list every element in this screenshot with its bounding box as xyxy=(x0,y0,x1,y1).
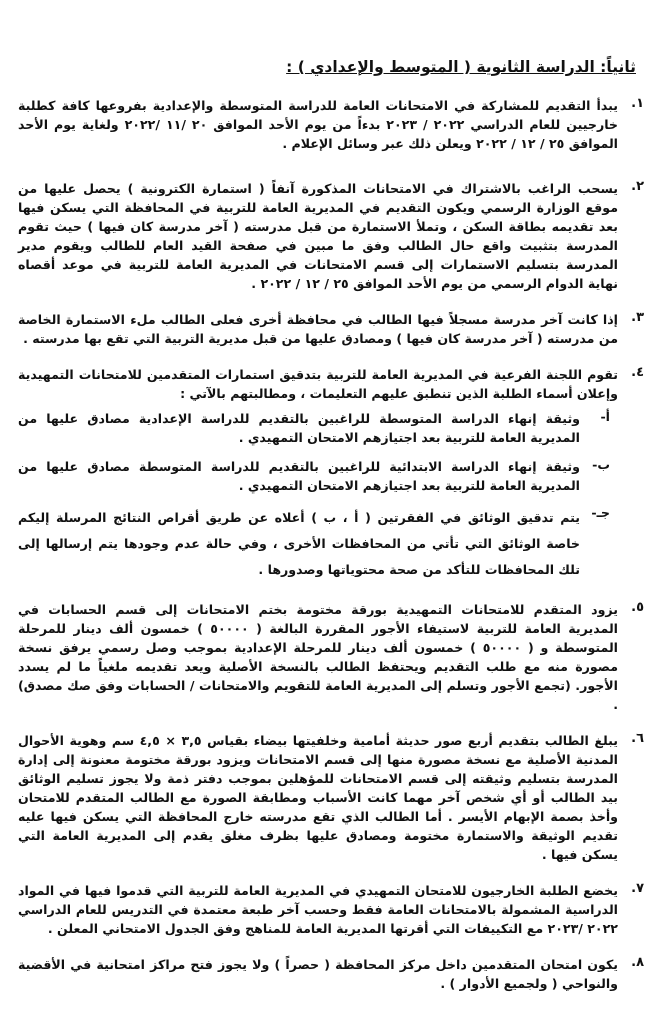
item-number: ٢. xyxy=(631,179,644,194)
list-item-3 xyxy=(18,310,644,348)
item-number: ٨. xyxy=(631,955,644,970)
list-item-1 xyxy=(18,96,644,153)
item-text: يسحب الراغب بالاشتراك في الامتحانات المذكورة آنفاً ( استمارة الكترونية ) يحصل عليها من موقع الوزارة الرسمي ويكون التقديم في المديرية العامة للتربية في المحافظة التي يسكن فيها بعد تقديمه بطاقة السكن ، وتملأ الاستمارة من قبل مدرسته ( آخر مدرسة كان فيها ) حيث تقوم المدرسة بتثبيت واقع حال الطالب وفق ما مبين في صفحة القيد العام للطالب ويقوم مدير المدرسة بتسليم الاستمارات إلى قسم الامتحانات في المديرية العامة للتربية في موعد أقصاه نهاية الدوام الرسمي من يوم الأحد الموافق ٢٥ / ١٢ / ٢٠٢٢ . xyxy=(18,181,618,291)
sub-item-text: وثيقة إنهاء الدراسة الابتدائية للراغبين بالتقديم للدراسة المتوسطة مصادق عليها من المديرية العامة للتربية بعد اجتيازهم الامتحان التمهيدي . xyxy=(18,459,580,493)
item-text: تقوم اللجنة الفرعية في المديرية العامة للتربية بتدقيق استمارات المتقدمين للامتحانات التمهيدية وإعلان أسماء الطلبة الذين تنطبق عليهم التعليمات ، ومطالبتهم بالآتي : xyxy=(18,367,618,401)
list-item-7 xyxy=(18,881,644,938)
list-item-8 xyxy=(18,955,644,993)
sub-item-letter: جـ- xyxy=(591,505,610,520)
item-number: ٤. xyxy=(631,365,644,380)
item-number: ١. xyxy=(631,96,644,111)
item-number: ٥. xyxy=(631,600,644,615)
sub-item-letter: ب- xyxy=(592,457,610,472)
sub-item-c xyxy=(18,505,618,583)
list-item-6 xyxy=(18,731,644,864)
list-item-5 xyxy=(18,600,644,714)
sub-item-letter: أ- xyxy=(600,409,610,424)
section-title: ثانياً: الدراسة الثانوية ( المتوسط والإعدادي ) : xyxy=(286,58,636,76)
sub-item-a xyxy=(18,409,618,447)
list-item-4 xyxy=(18,365,644,583)
item-number: ٦. xyxy=(631,731,644,746)
item-number: ٣. xyxy=(631,310,644,325)
item-text: إذا كانت آخر مدرسة مسجلاً فيها الطالب في محافظة أخرى فعلى الطالب ملء الاستمارة الخاصة من مدرسته ( آخر مدرسة كان فيها ) ومصادق عليها من قبل مديرية التربية التي تقع بها مدرسته . xyxy=(18,312,618,346)
sub-item-text: وثيقة إنهاء الدراسة المتوسطة للراغبين بالتقديم للدراسة الإعدادية مصادق عليها من المديرية العامة للتربية بعد اجتيازهم الامتحان التمهيدي . xyxy=(18,411,580,445)
item-text: يزود المتقدم للامتحانات التمهيدية بورقة مختومة بختم الامتحانات إلى قسم الحسابات في المديرية العامة للتربية لاستيفاء الأجور المقررة البالغة ( ٥٠٠٠٠ ) خمسون ألف دينار للمرحلة المتوسطة و ( ٥٠٠٠٠ ) خمسون ألف دينار للمرحلة الإعدادية بموجب وصل رسمي يرفق نسخة مصورة منه مع طلب التقديم ويحتفظ الطالب بالنسخة الأصلية ويعد تقديمه ملغياً ما لم يسدد الأجور. (تجمع الأجور وتسلم إلى المديرية العامة للتقويم والامتحانات / الحسابات وفق صك مصدق) . xyxy=(18,602,618,712)
item-text: يخضع الطلبة الخارجيون للامتحان التمهيدي في المديرية العامة للتربية التي قدموا فيها في المواد الدراسية المشمولة بالامتحانات العامة فقط وحسب آخر طبعة معتمدة في التدريس للعام الدراسي ٢٠٢٢ /٢٠٢٣ مع التكييفات التي أقرتها المديرية العامة للمناهج وفق الجدول الامتحاني المعلن . xyxy=(18,883,618,936)
list-item-2 xyxy=(18,179,644,293)
item-text: يبلغ الطالب بتقديم أربع صور حديثة أمامية وخلفيتها بيضاء بقياس ٣,٥ × ٤,٥ سم وهوية الأحوال المدنية الأصلية مع نسخة مصورة منها إلى قسم الامتحانات ويزود بورقة مختومة معنونة إلى إدارة المدرسة بتسليم وثيقته إلى قسم الامتحانات للمؤهلين بموجب دفتر ذمة ولا يجوز تسليم الوثائق بيد الطالب أو أي شخص آخر مهما كانت الأسباب ومطابقة الصورة مع الطالب المتقدم للامتحان وأخذ بصمة الإبهام الأيسر . أما الطالب الذي تقع مدرسته خارج المحافظة التي يسكن فيها عليه تقديم الوثيقة والاستمارة مختومة ومصادق عليها بظرف مغلق يقدم إلى المديرية العامة التي يسكن فيها . xyxy=(18,733,618,862)
sub-item-text: يتم تدقيق الوثائق في الفقرتين ( أ ، ب ) أعلاه عن طريق أقراص النتائج المرسلة إليكم خاصة الوثائق التي تأتي من المحافظات الأخرى ، وفي حالة عدم وجودها يتم إرسالها إلى تلك المحافظات للتأكد من صحة محتوياتها وصدورها . xyxy=(18,510,580,577)
item-text: يبدأ التقديم للمشاركة في الامتحانات العامة للدراسة المتوسطة والإعدادية بفروعها كافة كطلبة خارجيين للعام الدراسي ٢٠٢٢ / ٢٠٢٣ بدءاً من يوم الأحد الموافق ٢٠ /١١ /٢٠٢٢ ولغاية يوم الأحد الموافق ٢٥ / ١٢ / ٢٠٢٢ ويعلن ذلك عبر وسائل الإعلام . xyxy=(18,98,619,151)
sub-item-b xyxy=(18,457,618,495)
item-text: يكون امتحان المتقدمين داخل مركز المحافظة ( حصراً ) ولا يجوز فتح مراكز امتحانية في الأقضية والنواحي ( ولجميع الأدوار ) . xyxy=(18,957,618,991)
item-number: ٧. xyxy=(631,881,644,896)
